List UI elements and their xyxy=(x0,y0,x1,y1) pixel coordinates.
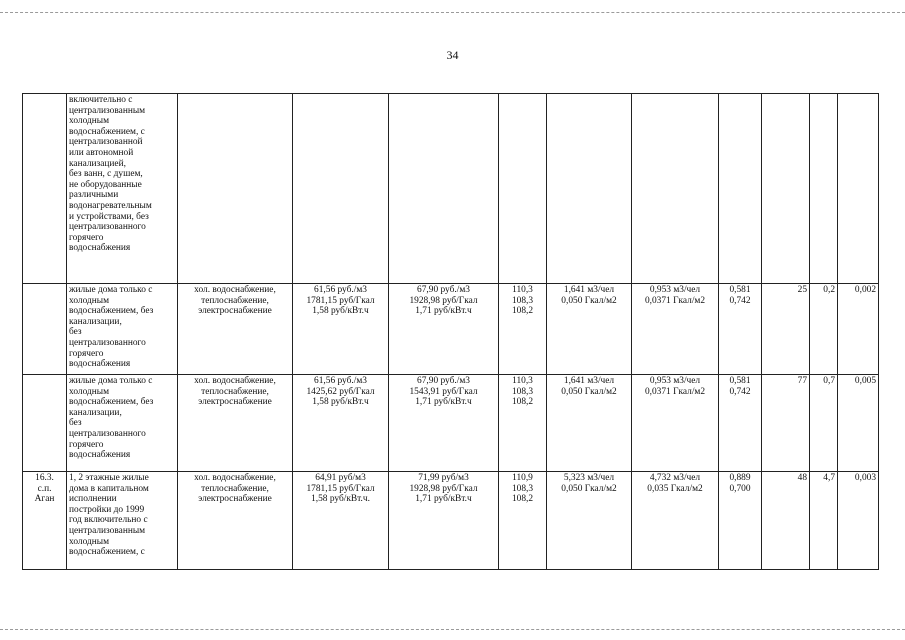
coef-line: 0,700 xyxy=(729,483,751,494)
index-cell xyxy=(499,472,547,570)
value-v-cell xyxy=(810,472,838,570)
norm1-cell xyxy=(547,472,632,570)
services-cell xyxy=(178,94,293,284)
services-line: электроснабжение xyxy=(198,306,272,317)
value-p-cell xyxy=(762,94,810,284)
index-cell xyxy=(499,94,547,284)
tariff2-line: 1,71 руб/кВт.ч xyxy=(415,494,472,505)
tariff2-line: 1543,91 руб/Гкал xyxy=(409,386,478,397)
tariff2-cell xyxy=(389,375,499,472)
table-row xyxy=(23,284,879,375)
tariff1-line: 1,58 руб/кВт.ч. xyxy=(311,494,370,505)
tariff2-line: 67,90 руб./м3 xyxy=(417,285,470,295)
services-line: электроснабжение xyxy=(198,494,272,505)
services-line: теплоснабжение, xyxy=(201,386,269,397)
services-line: хол. водоснабжение, xyxy=(194,376,276,386)
value-r-cell xyxy=(838,284,879,375)
description-text: 1, 2 этажные жилые дома в капитальном исполнении постройки до 1999 год включительно с централизованным холодным водоснабжением, с xyxy=(69,473,149,558)
coef-line: 0,742 xyxy=(729,295,751,306)
tariff2-cell xyxy=(389,284,499,375)
services-cell xyxy=(178,375,293,472)
coef-cell xyxy=(719,472,762,570)
norm2-cell xyxy=(632,472,719,570)
description-cell xyxy=(67,472,178,570)
tariff-table xyxy=(22,93,879,570)
coef-cell xyxy=(719,284,762,375)
scan-artifact-bottom xyxy=(0,629,905,630)
index-line: 110,3 xyxy=(512,285,533,295)
index-line: 108,2 xyxy=(511,494,534,505)
tariff2-cell xyxy=(389,472,499,570)
services-cell xyxy=(178,284,293,375)
index-line: 108,2 xyxy=(511,306,534,317)
value-p: 77 xyxy=(797,376,807,386)
services-line: электроснабжение xyxy=(198,397,272,408)
norm1-cell xyxy=(547,94,632,284)
tariff1-line: 1425,62 руб/Гкал xyxy=(306,386,375,397)
services-cell xyxy=(178,472,293,570)
row-number-cell xyxy=(23,472,67,570)
row-number-cell xyxy=(23,284,67,375)
description-text: жилые дома только с холодным водоснабжением, без канализации, без централизованного горячего водоснабжения xyxy=(69,376,154,461)
tariff1-cell xyxy=(293,94,389,284)
coef-cell xyxy=(719,375,762,472)
norm2-line: 0,953 м3/чел xyxy=(649,285,701,295)
value-v-cell xyxy=(810,284,838,375)
value-r: 0,005 xyxy=(854,376,876,386)
norm2-cell xyxy=(632,94,719,284)
value-p-cell xyxy=(762,284,810,375)
norm2-line: 0,953 м3/чел xyxy=(649,376,701,386)
value-p: 48 xyxy=(797,473,807,483)
tariff1-line: 1781,15 руб/Гкал xyxy=(306,295,375,306)
coef-line: 0,581 xyxy=(729,376,751,386)
tariff1-line: 61,56 руб./м3 xyxy=(314,285,367,295)
scan-artifact-top xyxy=(0,12,905,13)
table-row xyxy=(23,472,879,570)
description-cell xyxy=(67,375,178,472)
value-r: 0,002 xyxy=(854,285,876,295)
services-line: теплоснабжение, xyxy=(201,483,269,494)
norm1-line: 0,050 Гкал/м2 xyxy=(561,483,617,494)
index-line: 108,3 xyxy=(511,295,534,306)
norm2-line: 0,0371 Гкал/м2 xyxy=(644,386,706,397)
norm2-cell xyxy=(632,375,719,472)
tariff2-line: 1,71 руб/кВт.ч xyxy=(415,397,472,408)
norm1-cell xyxy=(547,284,632,375)
description-cell xyxy=(67,94,178,284)
norm1-line: 0,050 Гкал/м2 xyxy=(561,295,617,306)
row-number-cell xyxy=(23,375,67,472)
value-r-cell xyxy=(838,94,879,284)
norm2-line: 4,732 м3/чел xyxy=(649,473,701,483)
row-number-cell xyxy=(23,94,67,284)
services-line: хол. водоснабжение, xyxy=(194,473,276,483)
index-cell xyxy=(499,375,547,472)
tariff2-line: 1928,98 руб/Гкал xyxy=(409,483,478,494)
index-cell xyxy=(499,284,547,375)
norm1-line: 5,323 м3/чел xyxy=(563,473,615,483)
tariff2-line: 1928,98 руб/Гкал xyxy=(409,295,478,306)
norm2-line: 0,035 Гкал/м2 xyxy=(647,483,703,494)
value-r-cell xyxy=(838,472,879,570)
norm1-cell xyxy=(547,375,632,472)
coef-line: 0,889 xyxy=(729,473,751,483)
tariff1-line: 64,91 руб/м3 xyxy=(315,473,366,483)
tariff2-cell xyxy=(389,94,499,284)
tariff2-line: 1,71 руб/кВт.ч xyxy=(415,306,472,317)
coef-line: 0,742 xyxy=(729,386,751,397)
index-line: 108,2 xyxy=(511,397,534,408)
norm1-line: 1,641 м3/чел xyxy=(563,285,615,295)
table-row xyxy=(23,375,879,472)
value-r-cell xyxy=(838,375,879,472)
tariff1-line: 1781,15 руб/Гкал xyxy=(306,483,375,494)
services-line: теплоснабжение, xyxy=(201,295,269,306)
row-number: 16.3. с.п. Аган xyxy=(34,473,55,505)
description-text: включительно с централизованным холодным водоснабжением, с централизованной или автономной канализацией, без ванн, с душем, не оборудованные различными водонагревательным и устройствами, без централизованного горячего водоснабжения xyxy=(69,95,152,254)
value-p-cell xyxy=(762,375,810,472)
tariff1-cell xyxy=(293,375,389,472)
tariff1-line: 61,56 руб./м3 xyxy=(314,376,367,386)
norm2-cell xyxy=(632,284,719,375)
tariff2-line: 71,99 руб/м3 xyxy=(418,473,469,483)
value-v-cell xyxy=(810,375,838,472)
index-line: 110,9 xyxy=(512,473,533,483)
description-text: жилые дома только с холодным водоснабжением, без канализации, без централизованного горячего водоснабжения xyxy=(69,285,154,370)
value-v-cell xyxy=(810,94,838,284)
value-v: 0,2 xyxy=(823,285,835,295)
page-number: 34 xyxy=(446,48,459,62)
tariff2-line: 67,90 руб./м3 xyxy=(417,376,470,386)
norm1-line: 1,641 м3/чел xyxy=(563,376,615,386)
value-v: 0,7 xyxy=(823,376,835,386)
index-line: 110,3 xyxy=(512,376,533,386)
services-line: хол. водоснабжение, xyxy=(194,285,276,295)
index-line: 108,3 xyxy=(511,483,534,494)
norm1-line: 0,050 Гкал/м2 xyxy=(561,386,617,397)
tariff1-line: 1,58 руб/кВт.ч xyxy=(312,397,369,408)
value-p-cell xyxy=(762,472,810,570)
index-line: 108,3 xyxy=(511,386,534,397)
value-r: 0,003 xyxy=(854,473,876,483)
table-row xyxy=(23,94,879,284)
value-v: 4,7 xyxy=(823,473,835,483)
coef-line: 0,581 xyxy=(729,285,751,295)
tariff1-cell xyxy=(293,284,389,375)
description-cell xyxy=(67,284,178,375)
coef-cell xyxy=(719,94,762,284)
value-p: 25 xyxy=(797,285,807,295)
tariff1-line: 1,58 руб/кВт.ч xyxy=(312,306,369,317)
tariff1-cell xyxy=(293,472,389,570)
norm2-line: 0,0371 Гкал/м2 xyxy=(644,295,706,306)
